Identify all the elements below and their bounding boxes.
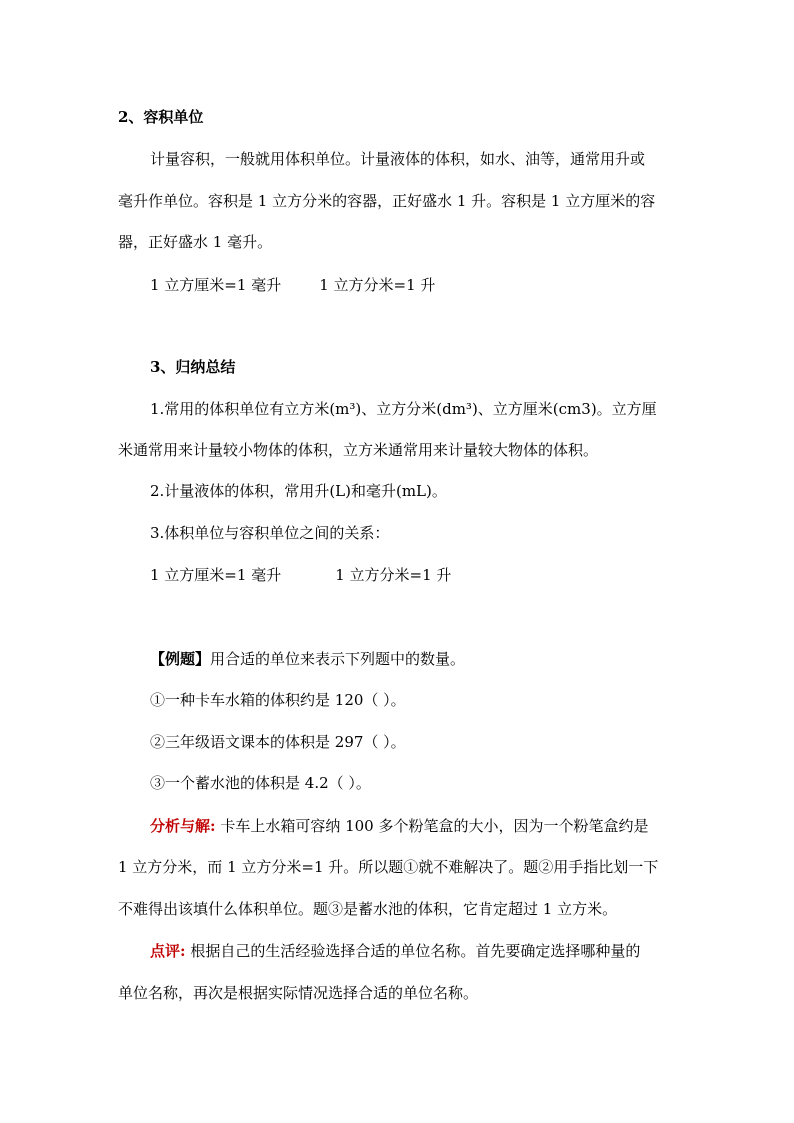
section-2-formulas bbox=[150, 275, 710, 295]
comment-text: 根据自己的生活经验选择合适的单位名称。首先要确定选择哪种量的 bbox=[185, 942, 641, 960]
question-1: ①一种卡车水箱的体积约是 120（ ）。 bbox=[150, 691, 406, 709]
section-2-para-line-2: 毫升作单位。容积是 1 立方分米的容器，正好盛水 1 升。容积是 1 立方厘米的容 bbox=[118, 192, 656, 210]
section-2-heading: 2、容积单位 bbox=[118, 108, 204, 126]
summary-item-3: 3.体积单位与容积单位之间的关系： bbox=[150, 524, 390, 542]
comment-line-1 bbox=[150, 941, 710, 961]
formula-ml: 1 立方厘米=1 毫升 bbox=[150, 276, 282, 294]
analysis-line-1 bbox=[150, 816, 710, 836]
section-3-heading: 3、归纳总结 bbox=[150, 358, 236, 376]
comment-label: 点评: bbox=[150, 942, 186, 960]
section-2-para-line-3: 器，正好盛水 1 毫升。 bbox=[118, 233, 273, 251]
question-2: ②三年级语文课本的体积是 297（ ）。 bbox=[150, 733, 406, 751]
analysis-line-3: 不难得出该填什么体积单位。题③是蓄水池的体积，它肯定超过 1 立方米。 bbox=[118, 900, 618, 918]
summary-item-1-line-1: 1.常用的体积单位有立方米(m³)、立方分米(dm³)、立方厘米(cm3)。立方厘 bbox=[150, 400, 657, 418]
example-prompt bbox=[150, 649, 710, 669]
example-prompt-text: 用合适的单位来表示下列题中的数量。 bbox=[210, 650, 466, 668]
analysis-text: 卡车上水箱可容纳 100 多个粉笔盒的大小，因为一个粉笔盒约是 bbox=[215, 817, 649, 835]
formula-l: 1 立方分米=1 升 bbox=[319, 276, 436, 294]
analysis-line-2: 1 立方分米，而 1 立方分米=1 升。所以题①就不难解决了。题②用手指比划一下 bbox=[118, 858, 659, 876]
section-2-para-line-1: 计量容积，一般就用体积单位。计量液体的体积，如水、油等，通常用升或 bbox=[150, 150, 646, 168]
comment-line-2: 单位名称，再次是根据实际情况选择合适的单位名称。 bbox=[118, 984, 479, 1002]
formula-l: 1 立方分米=1 升 bbox=[335, 566, 452, 584]
analysis-label: 分析与解: bbox=[150, 817, 216, 835]
example-label: 【例题】 bbox=[150, 650, 211, 668]
formula-ml: 1 立方厘米=1 毫升 bbox=[150, 566, 282, 584]
summary-item-1-line-2: 米通常用来计量较小物体的体积，立方米通常用来计量较大物体的体积。 bbox=[118, 441, 599, 459]
section-3-formulas bbox=[150, 565, 710, 585]
question-3: ③一个蓄水池的体积是 4.2（ ）。 bbox=[150, 774, 371, 792]
summary-item-2: 2.计量液体的体积，常用升(L)和毫升(mL)。 bbox=[150, 482, 447, 500]
